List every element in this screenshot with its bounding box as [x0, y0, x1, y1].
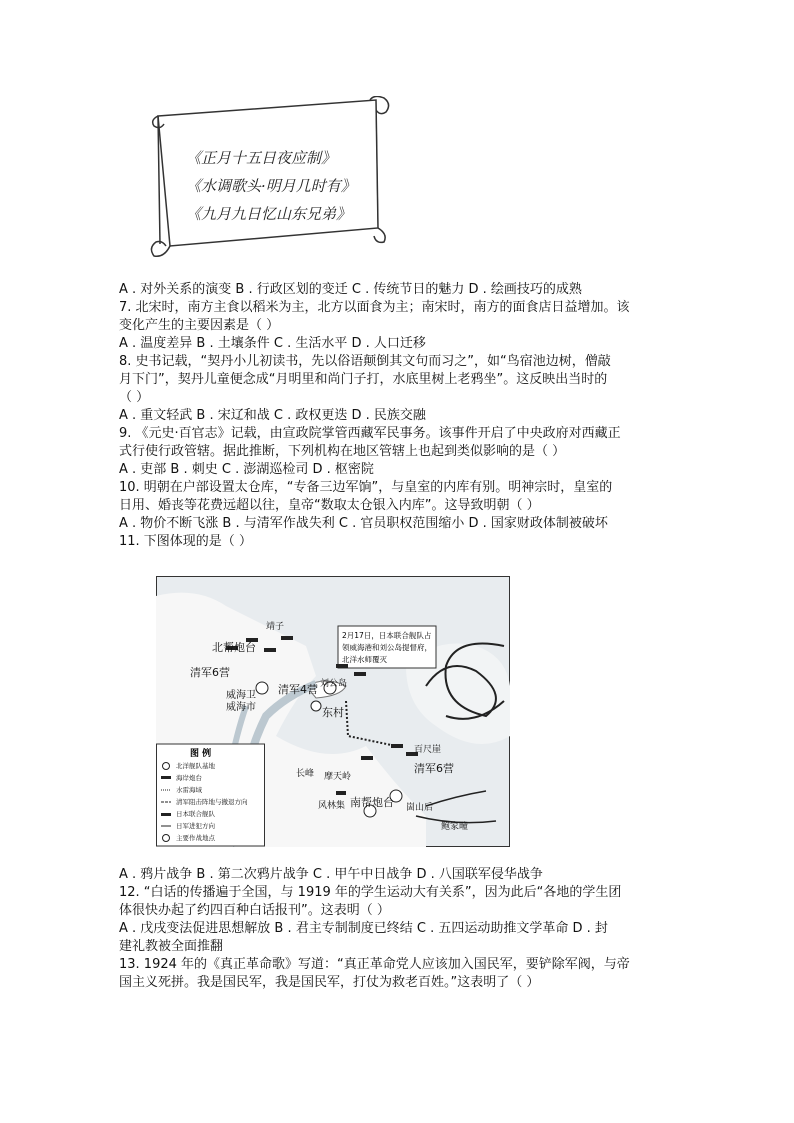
map-label: 清军4营 — [278, 683, 318, 696]
text-line: A . 对外关系的演变 B . 行政区划的变迁 C . 传统节日的魅力 D . 绘画技巧的成熟 — [119, 282, 582, 297]
text-line: 9. 《元史·百官志》记载，由宣政院掌管西藏军民事务。该事件开启了中央政府对西藏正 — [119, 426, 621, 441]
map-note-line: 北洋水师覆灭 — [342, 655, 387, 664]
poem-title: 《九月九日忆山东兄弟》 — [186, 205, 352, 223]
map-label: 北帮炮台 — [212, 641, 256, 654]
legend-title: 图 例 — [190, 749, 212, 759]
text-line: A . 吏部 B . 刺史 C . 澎湖巡检司 D . 枢密院 — [119, 462, 374, 477]
map-label: 威海市 — [226, 702, 256, 713]
legend-item: 水雷海域 — [176, 786, 202, 794]
map-label: 清军6营 — [414, 762, 454, 775]
scroll-poem-list — [186, 144, 356, 228]
weihaiwei-battle-map — [156, 576, 510, 847]
text-line: 13. 1924 年的《真正革命歌》写道：“真正革命党人应该加入国民军，要铲除军阀，与帝 — [119, 957, 630, 972]
map-label: 刘公岛 — [320, 679, 348, 689]
map-label: 清军6营 — [190, 666, 230, 679]
map-label: 长峰 — [296, 769, 315, 779]
text-line: A . 鸦片战争 B . 第二次鸦片战争 C . 甲午中日战争 D . 八国联军侵华战争 — [119, 867, 543, 882]
text-line: A . 温度差异 B . 土壤条件 C . 生活水平 D . 人口迁移 — [119, 336, 426, 351]
map-label: 百尺崖 — [414, 745, 442, 755]
text-line: 国主义死拼。我是国民军，我是国民军，打仗为救老百姓。”这表明了（ ） — [119, 975, 540, 990]
text-line: 月下门”，契丹儿童便念成“月明里和尚门子打，水底里树上老鸦坐”。这反映出当时的 — [119, 372, 608, 387]
text-line: 变化产生的主要因素是（ ） — [119, 318, 280, 333]
text-line: 8. 史书记载，“契丹小儿初读书，先以俗语颠倒其文句而习之”，如“鸟宿池边树，僧敲 — [119, 354, 611, 369]
text-line: 建礼教被全面推翻 — [119, 939, 224, 954]
text-line: 10. 明朝在户部设置太仓库，“专备三边军饷”，与皇室的内库有别。明神宗时，皇室的 — [119, 480, 613, 495]
map-label: 东村 — [322, 706, 344, 719]
text-line: A . 物价不断飞涨 B . 与清军作战失利 C . 官员职权范围缩小 D . 国家财政体制被破坏 — [119, 516, 608, 531]
map-label: 风林集 — [318, 801, 346, 811]
question-text-block — [119, 866, 679, 992]
poem-title: 《水调歌头·明月几时有》 — [186, 177, 356, 195]
text-line: 日用、婚丧等花费远超以往，皇帝“数取太仓银入内库”。这导致明朝（ ） — [119, 498, 540, 513]
text-line: （ ） — [119, 390, 150, 405]
text-line: 7. 北宋时，南方主食以稻米为主，北方以面食为主；南宋时，南方的面食店日益增加。该 — [119, 300, 630, 315]
question-text-block — [119, 281, 679, 551]
legend-item: 日军进犯方向 — [176, 822, 215, 830]
map-note-line: 领威海港和刘公岛提督府， — [342, 643, 432, 652]
text-line: 11. 下图体现的是（ ） — [119, 534, 252, 549]
map-label: 威海卫 — [226, 690, 256, 701]
map-label: 崮山后 — [406, 803, 434, 813]
legend-item: 清军阻击阵地与撤退方向 — [176, 798, 248, 806]
text-line: A . 重文轻武 B . 宋辽和战 C . 政权更迭 D . 民族交融 — [119, 408, 426, 423]
map-label: 南帮炮台 — [350, 796, 394, 809]
legend-item: 主要作战地点 — [176, 834, 215, 842]
text-line: 体很快办起了约四百种白话报刊”。这表明（ ） — [119, 903, 390, 918]
text-line: 12. “白话的传播遍于全国，与 1919 年的学生运动大有关系”，因为此后“各地的学生团 — [119, 885, 622, 900]
legend-item: 海岸炮台 — [176, 774, 202, 782]
map-label: 摩天岭 — [324, 772, 352, 782]
poem-title: 《正月十五日夜应制》 — [186, 149, 337, 167]
text-line: 式行使行政管辖。据此推断，下列机构在地区管辖上也起到类似影响的是（ ） — [119, 444, 566, 459]
legend-item: 日本联合舰队 — [176, 810, 215, 818]
legend-item: 北洋舰队基地 — [176, 762, 215, 770]
map-note-line: 2月17日，日本联合舰队占 — [342, 631, 432, 640]
text-line: A . 戊戌变法促进思想解放 B . 君主专制制度已终结 C . 五四运动助推文学革命 D . 封 — [119, 921, 608, 936]
map-label: 鲍家疃 — [441, 822, 469, 832]
map-label: 靖子 — [266, 622, 285, 632]
